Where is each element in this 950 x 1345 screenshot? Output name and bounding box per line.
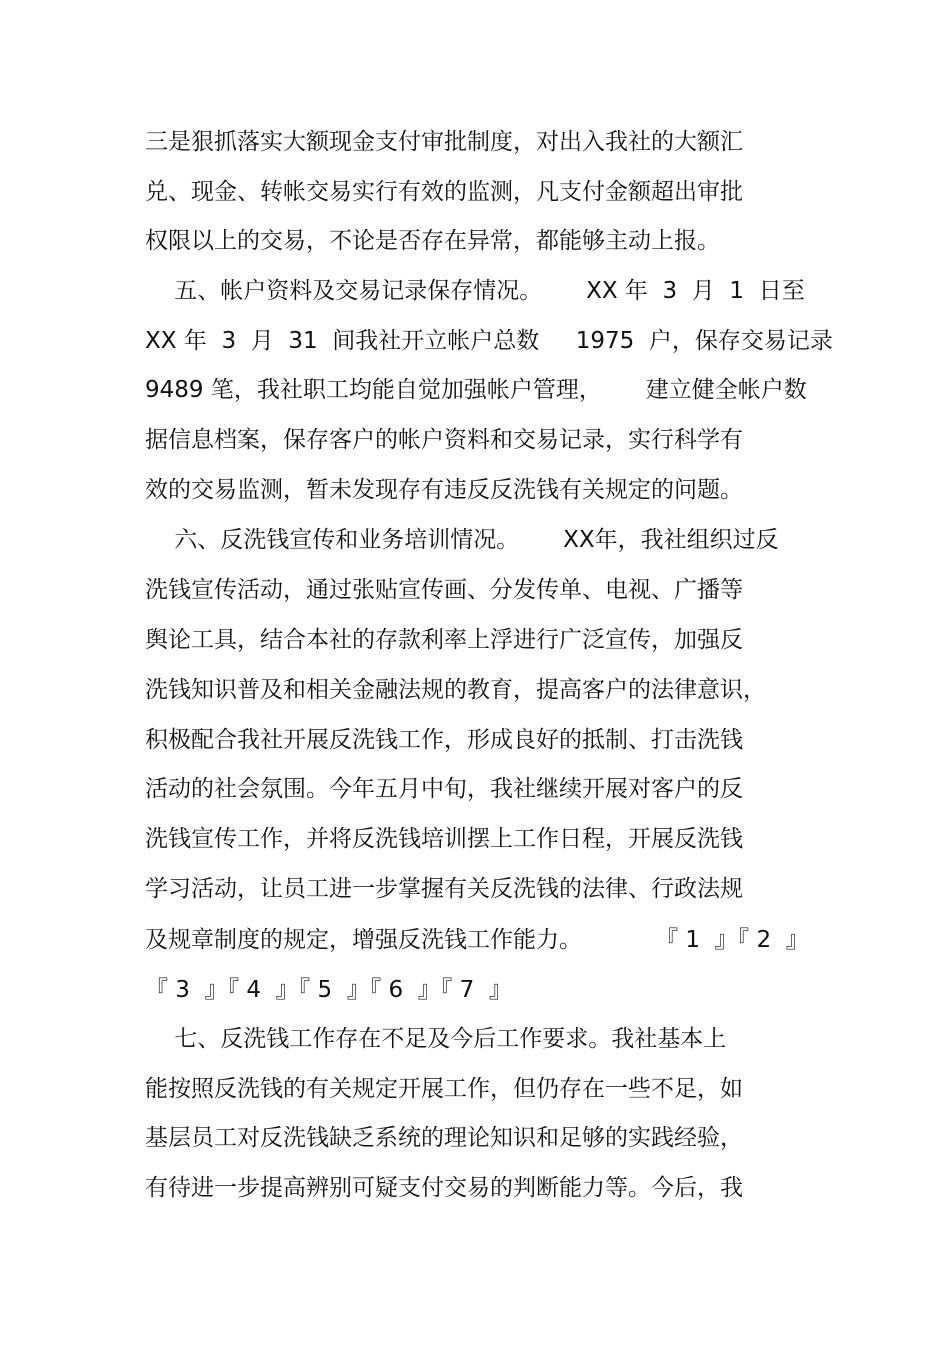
text-line: 三是狠抓落实大额现金支付审批制度，对出入我社的大额汇 [145,129,743,155]
text-line: 有待进一步提高辨别可疑支付交易的判断能力等。今后，我 [145,1175,743,1201]
text-line: 能按照反洗钱的有关规定开展工作，但仍存在一些不足，如 [145,1076,743,1102]
text-line: 五、帐户资料及交易记录保存情况。 XX 年 3 月 1 日至 [145,278,805,304]
text-line: 积极配合我社开展反洗钱工作，形成良好的抵制、打击洗钱 [145,727,743,753]
text-line: 『 3 』『 4 』『 5 』『 6 』『 7 』 [145,977,512,1003]
text-line: 七、反洗钱工作存在不足及今后工作要求。我社基本上 [145,1026,727,1052]
text-line: 据信息档案，保存客户的帐户资料和交易记录，实行科学有 [145,427,743,453]
text-line: 效的交易监测，暂未发现存有违反反洗钱有关规定的问题。 [145,477,743,503]
text-line: 基层员工对反洗钱缺乏系统的理论知识和足够的实践经验， [145,1125,743,1151]
text-line: 学习活动，让员工进一步掌握有关反洗钱的法律、行政法规 [145,876,743,902]
text-line: 六、反洗钱宣传和业务培训情况。 XX年，我社组织过反 [145,527,779,553]
text-line: 9489 笔，我社职工均能自觉加强帐户管理， 建立健全帐户数 [145,377,807,403]
text-line: 舆论工具，结合本社的存款利率上浮进行广泛宣传，加强反 [145,627,743,653]
text-line: 洗钱知识普及和相关金融法规的教育，提高客户的法律意识， [145,677,766,703]
text-line: 及规章制度的规定，增强反洗钱工作能力。 『 1 』『 2 』 [145,927,809,953]
text-line: 活动的社会氛围。今年五月中旬，我社继续开展对客户的反 [145,776,743,802]
text-line: 兑、现金、转帐交易实行有效的监测，凡支付金额超出审批 [145,179,743,205]
text-line: 权限以上的交易，不论是否存在异常，都能够主动上报。 [145,228,720,254]
text-line: XX 年 3 月 31 间我社开立帐户总数 1975 户，保存交易记录 [145,328,833,354]
text-line: 洗钱宣传活动，通过张贴宣传画、分发传单、电视、广播等 [145,577,743,603]
text-line: 洗钱宣传工作，并将反洗钱培训摆上工作日程，开展反洗钱 [145,826,743,852]
